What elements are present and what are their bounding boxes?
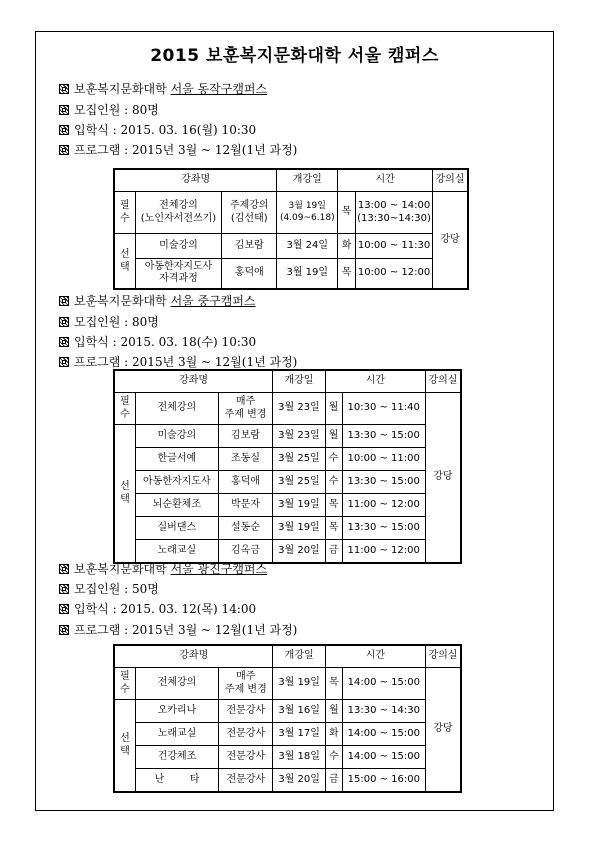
program-text: 프로그램 : 2015년 3월 ~ 12월(1년 과정) — [74, 355, 298, 369]
section-3-entrance — [59, 600, 256, 617]
section-2-prefix: 보훈복지문화대학 — [74, 294, 171, 308]
section-3-table — [113, 644, 462, 793]
table-row — [114, 769, 461, 792]
instructor: 김보람 — [222, 234, 277, 259]
course-name: 한글서예 — [135, 448, 218, 471]
course-name: 실버댄스 — [135, 517, 218, 540]
time-range: 10:00 ~ 12:00 — [356, 259, 433, 289]
header-room: 강의실 — [425, 645, 461, 668]
header-course: 강좌명 — [114, 169, 277, 192]
header-room: 강의실 — [425, 370, 461, 393]
instructor: 전문강사 — [219, 700, 273, 723]
table-row — [114, 192, 468, 234]
instructor: 매주 주제 변경 — [218, 393, 272, 425]
weekday: 수 — [325, 471, 342, 494]
weekday: 월 — [325, 700, 342, 723]
start-date: 3월 18일 — [273, 746, 325, 769]
category-required: 필수 — [114, 192, 135, 234]
weekday: 월 — [325, 393, 342, 425]
category-elective: 선택 — [114, 700, 135, 792]
recruit-text: 모집인원 : 50명 — [74, 582, 159, 596]
section-3-program — [59, 621, 297, 638]
start-date: 3월 19일 — [277, 259, 338, 289]
entrance-text: 입학식 : 2015. 03. 18(수) 10:30 — [74, 335, 257, 349]
time-range: 13:00 ~ 14:00 (13:30~14:30) — [356, 192, 433, 234]
instructor: 김보람 — [218, 425, 272, 448]
course-name: 노래교실 — [135, 723, 218, 746]
table-row — [114, 723, 461, 746]
bullet-icon — [59, 604, 69, 614]
start-date: 3월 19일 — [273, 668, 325, 700]
start-date: 3월 25일 — [273, 471, 325, 494]
table-header-row — [114, 169, 468, 192]
entrance-text: 입학식 : 2015. 03. 16(월) 10:30 — [74, 123, 257, 137]
instructor: 김옥금 — [218, 540, 272, 563]
instructor: 전문강사 — [219, 746, 273, 769]
time-range: 13:30 ~ 15:00 — [342, 471, 425, 494]
section-1-entrance — [59, 121, 256, 138]
header-time: 시간 — [338, 169, 433, 192]
start-date: 3월 17일 — [273, 723, 325, 746]
course-name: 아동한자지도사 — [135, 471, 218, 494]
bullet-icon — [59, 337, 69, 347]
course-name: 미술강의 — [135, 425, 218, 448]
start-date: 3월 23일 — [273, 425, 325, 448]
time-range: 10:00 ~ 11:00 — [342, 448, 425, 471]
section-2-heading — [59, 292, 256, 309]
time-range: 15:00 ~ 16:00 — [342, 769, 425, 792]
header-start: 개강일 — [273, 645, 325, 668]
room: 강당 — [433, 192, 469, 289]
table-row — [114, 668, 461, 700]
section-1-table — [113, 168, 469, 290]
weekday: 목 — [325, 517, 342, 540]
course-name: 미술강의 — [135, 234, 221, 259]
time-range: 13:30 ~ 14:30 — [342, 700, 425, 723]
start-date: 3월 19일 — [273, 517, 325, 540]
bullet-icon — [59, 296, 69, 306]
time-range: 13:30 ~ 15:00 — [342, 425, 425, 448]
section-1-heading — [59, 80, 267, 97]
section-2-program — [59, 353, 297, 370]
time-range: 11:00 ~ 12:00 — [342, 540, 425, 563]
category-required: 필수 — [114, 393, 135, 425]
room: 강당 — [425, 393, 461, 563]
instructor: 홍덕애 — [222, 259, 277, 289]
header-start: 개강일 — [273, 370, 325, 393]
section-2-campus: 서울 중구캠퍼스 — [170, 294, 256, 308]
bullet-icon — [59, 317, 69, 327]
time-range: 10:30 ~ 11:40 — [342, 393, 425, 425]
start-date: 3월 19일 (4.09~6.18) — [277, 192, 338, 234]
table-row — [114, 448, 461, 471]
course-name: 오카리나 — [135, 700, 218, 723]
course-name: 난 타 — [135, 769, 218, 792]
bullet-icon — [59, 84, 69, 94]
weekday: 수 — [325, 448, 342, 471]
bullet-icon — [59, 357, 69, 367]
header-course: 강좌명 — [114, 645, 273, 668]
header-room: 강의실 — [433, 169, 469, 192]
weekday: 금 — [325, 540, 342, 563]
room: 강당 — [425, 668, 461, 792]
time-range: 10:00 ~ 11:30 — [356, 234, 433, 259]
recruit-text: 모집인원 : 80명 — [74, 315, 159, 329]
course-name: 전체강의 — [135, 393, 218, 425]
weekday: 수 — [325, 746, 342, 769]
header-start: 개강일 — [277, 169, 338, 192]
recruit-text: 모집인원 : 80명 — [74, 103, 159, 117]
section-1-program — [59, 141, 297, 158]
start-date: 3월 20일 — [273, 769, 325, 792]
course-name: 전체강의 — [135, 668, 218, 700]
instructor: 조동실 — [218, 448, 272, 471]
weekday: 월 — [325, 425, 342, 448]
table-row — [114, 517, 461, 540]
table-row — [114, 746, 461, 769]
section-2-table — [113, 369, 462, 564]
instructor: 박문자 — [218, 494, 272, 517]
table-row — [114, 259, 468, 289]
bullet-icon — [59, 125, 69, 135]
start-date: 3월 23일 — [273, 393, 325, 425]
weekday: 화 — [338, 234, 356, 259]
entrance-text: 입학식 : 2015. 03. 12(목) 14:00 — [74, 602, 257, 616]
table-header-row — [114, 370, 461, 393]
section-1-prefix: 보훈복지문화대학 — [74, 82, 171, 96]
instructor: 설동순 — [218, 517, 272, 540]
time-range: 14:00 ~ 15:00 — [342, 746, 425, 769]
instructor: 전문강사 — [219, 769, 273, 792]
header-time: 시간 — [325, 645, 425, 668]
start-date: 3월 25일 — [273, 448, 325, 471]
table-header-row — [114, 645, 461, 668]
time-range: 13:30 ~ 15:00 — [342, 517, 425, 540]
table-row — [114, 700, 461, 723]
table-row — [114, 425, 461, 448]
start-date: 3월 19일 — [273, 494, 325, 517]
weekday: 목 — [338, 192, 356, 234]
bullet-icon — [59, 145, 69, 155]
time-range: 14:00 ~ 15:00 — [342, 668, 425, 700]
category-elective: 선택 — [114, 234, 135, 289]
course-name: 노래교실 — [135, 540, 218, 563]
header-course: 강좌명 — [114, 370, 273, 393]
table-row — [114, 393, 461, 425]
course-name: 뇌순환체조 — [135, 494, 218, 517]
category-required: 필수 — [114, 668, 135, 700]
program-text: 프로그램 : 2015년 3월 ~ 12월(1년 과정) — [74, 623, 298, 637]
start-date: 3월 20일 — [273, 540, 325, 563]
course-name: 아동한자지도사 자격과정 — [135, 259, 221, 289]
course-name: 전체강의 (노인자서전쓰기) — [135, 192, 221, 234]
instructor: 매주 주제 변경 — [219, 668, 273, 700]
section-2-entrance — [59, 333, 256, 350]
table-row — [114, 471, 461, 494]
table-row — [114, 494, 461, 517]
program-text: 프로그램 : 2015년 3월 ~ 12월(1년 과정) — [74, 143, 298, 157]
table-row — [114, 234, 468, 259]
weekday: 목 — [338, 259, 356, 289]
category-elective: 선택 — [114, 425, 135, 563]
time-range: 14:00 ~ 15:00 — [342, 723, 425, 746]
header-time: 시간 — [325, 370, 425, 393]
section-3-heading — [59, 560, 267, 577]
section-1-recruit — [59, 101, 159, 118]
course-name: 건강체조 — [135, 746, 218, 769]
start-date: 3월 24일 — [277, 234, 338, 259]
section-1-campus: 서울 동작구캠퍼스 — [170, 82, 268, 96]
time-range: 11:00 ~ 12:00 — [342, 494, 425, 517]
bullet-icon — [59, 584, 69, 594]
instructor: 전문강사 — [219, 723, 273, 746]
section-3-recruit — [59, 580, 159, 597]
instructor: 홍덕애 — [218, 471, 272, 494]
weekday: 금 — [325, 769, 342, 792]
weekday: 화 — [325, 723, 342, 746]
section-3-campus: 서울 광진구캠퍼스 — [170, 562, 268, 576]
weekday: 목 — [325, 494, 342, 517]
bullet-icon — [59, 625, 69, 635]
section-2-recruit — [59, 313, 159, 330]
bullet-icon — [59, 564, 69, 574]
instructor: 주제강의 (김선태) — [222, 192, 277, 234]
section-3-prefix: 보훈복지문화대학 — [74, 562, 171, 576]
weekday: 목 — [325, 668, 342, 700]
start-date: 3월 16일 — [273, 700, 325, 723]
bullet-icon — [59, 105, 69, 115]
page-title: 2015 보훈복지문화대학 서울 캠퍼스 — [150, 46, 439, 66]
